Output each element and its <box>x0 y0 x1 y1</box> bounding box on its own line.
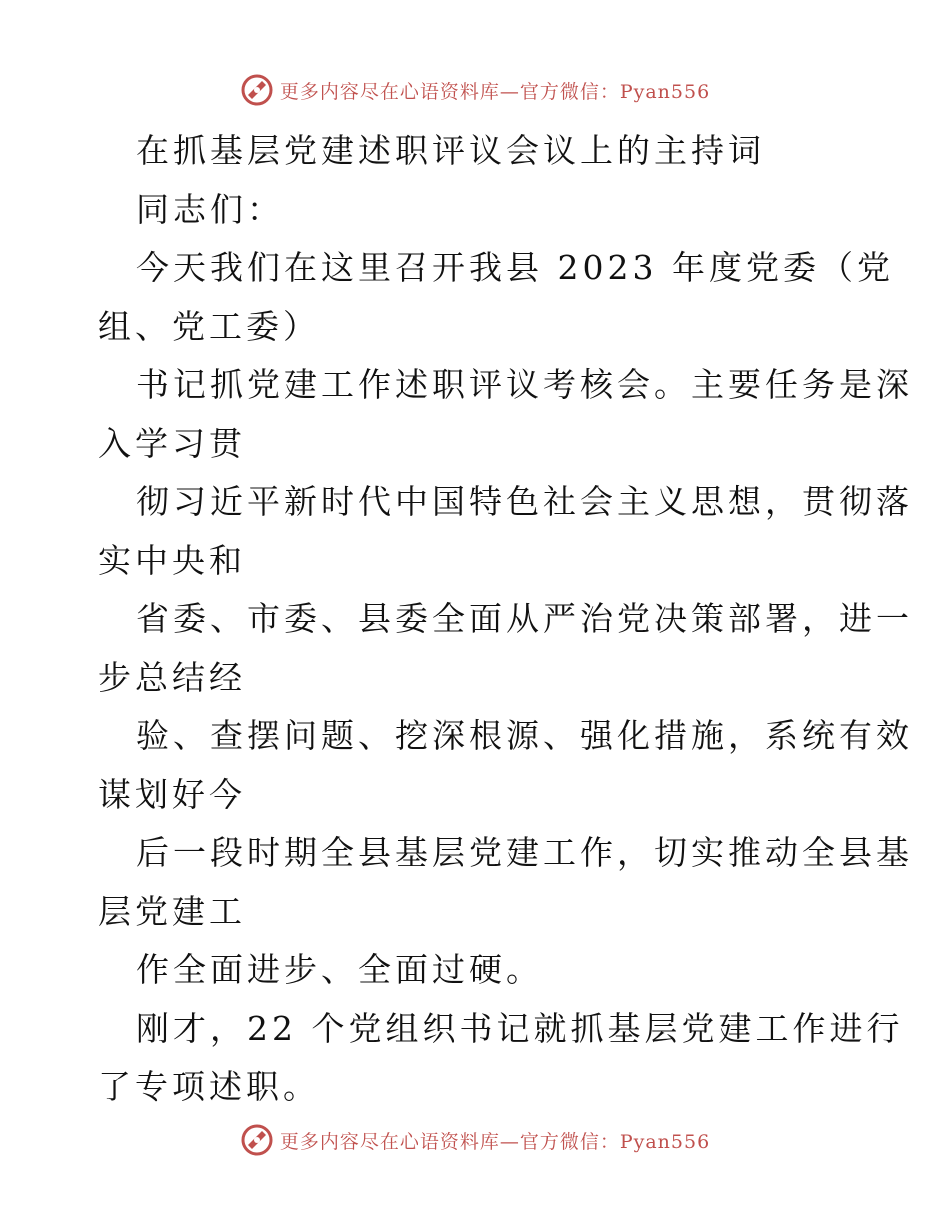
header-banner-text: 更多内容尽在心语资料库—官方微信：Pyan556 <box>279 80 711 103</box>
document-title: 在抓基层党建述职评议会议上的主持词 <box>136 131 765 170</box>
paragraph-line: 后一段时期全县基层党建工作，切实推动全县基 <box>136 833 913 872</box>
paragraph-line: 步总结经 <box>98 657 246 697</box>
paragraph-line: 省委、市委、县委全面从严治党决策部署，进一 <box>136 599 913 638</box>
document-body <box>98 122 913 1117</box>
paragraph-line: 刚才，22 个党组织书记就抓基层党建工作进行 <box>136 1008 904 1048</box>
paragraph-line: 组、党工委） <box>98 306 320 346</box>
header-banner <box>0 70 950 110</box>
paragraph-line: 谋划好今 <box>98 774 246 814</box>
brand-logo-icon <box>240 73 274 107</box>
footer-banner-text: 更多内容尽在心语资料库—官方微信：Pyan556 <box>279 1130 711 1153</box>
footer-banner <box>0 1120 950 1160</box>
paragraph-line: 层党建工 <box>98 891 246 931</box>
paragraph-line: 入学习贯 <box>98 423 246 463</box>
paragraph-line: 了专项述职。 <box>98 1067 320 1106</box>
paragraph-line: 验、查摆问题、挖深根源、强化措施，系统有效 <box>136 716 913 755</box>
brand-logo-icon <box>240 1123 274 1157</box>
paragraph-line: 实中央和 <box>98 540 246 580</box>
salutation: 同志们： <box>136 189 284 229</box>
paragraph-line: 今天我们在这里召开我县 2023 年度党委（党 <box>136 248 894 287</box>
paragraph-line: 彻习近平新时代中国特色社会主义思想，贯彻落 <box>136 482 913 521</box>
paragraph-line: 书记抓党建工作述职评议考核会。主要任务是深 <box>136 365 913 404</box>
paragraph-line: 作全面进步、全面过硬。 <box>136 950 543 989</box>
